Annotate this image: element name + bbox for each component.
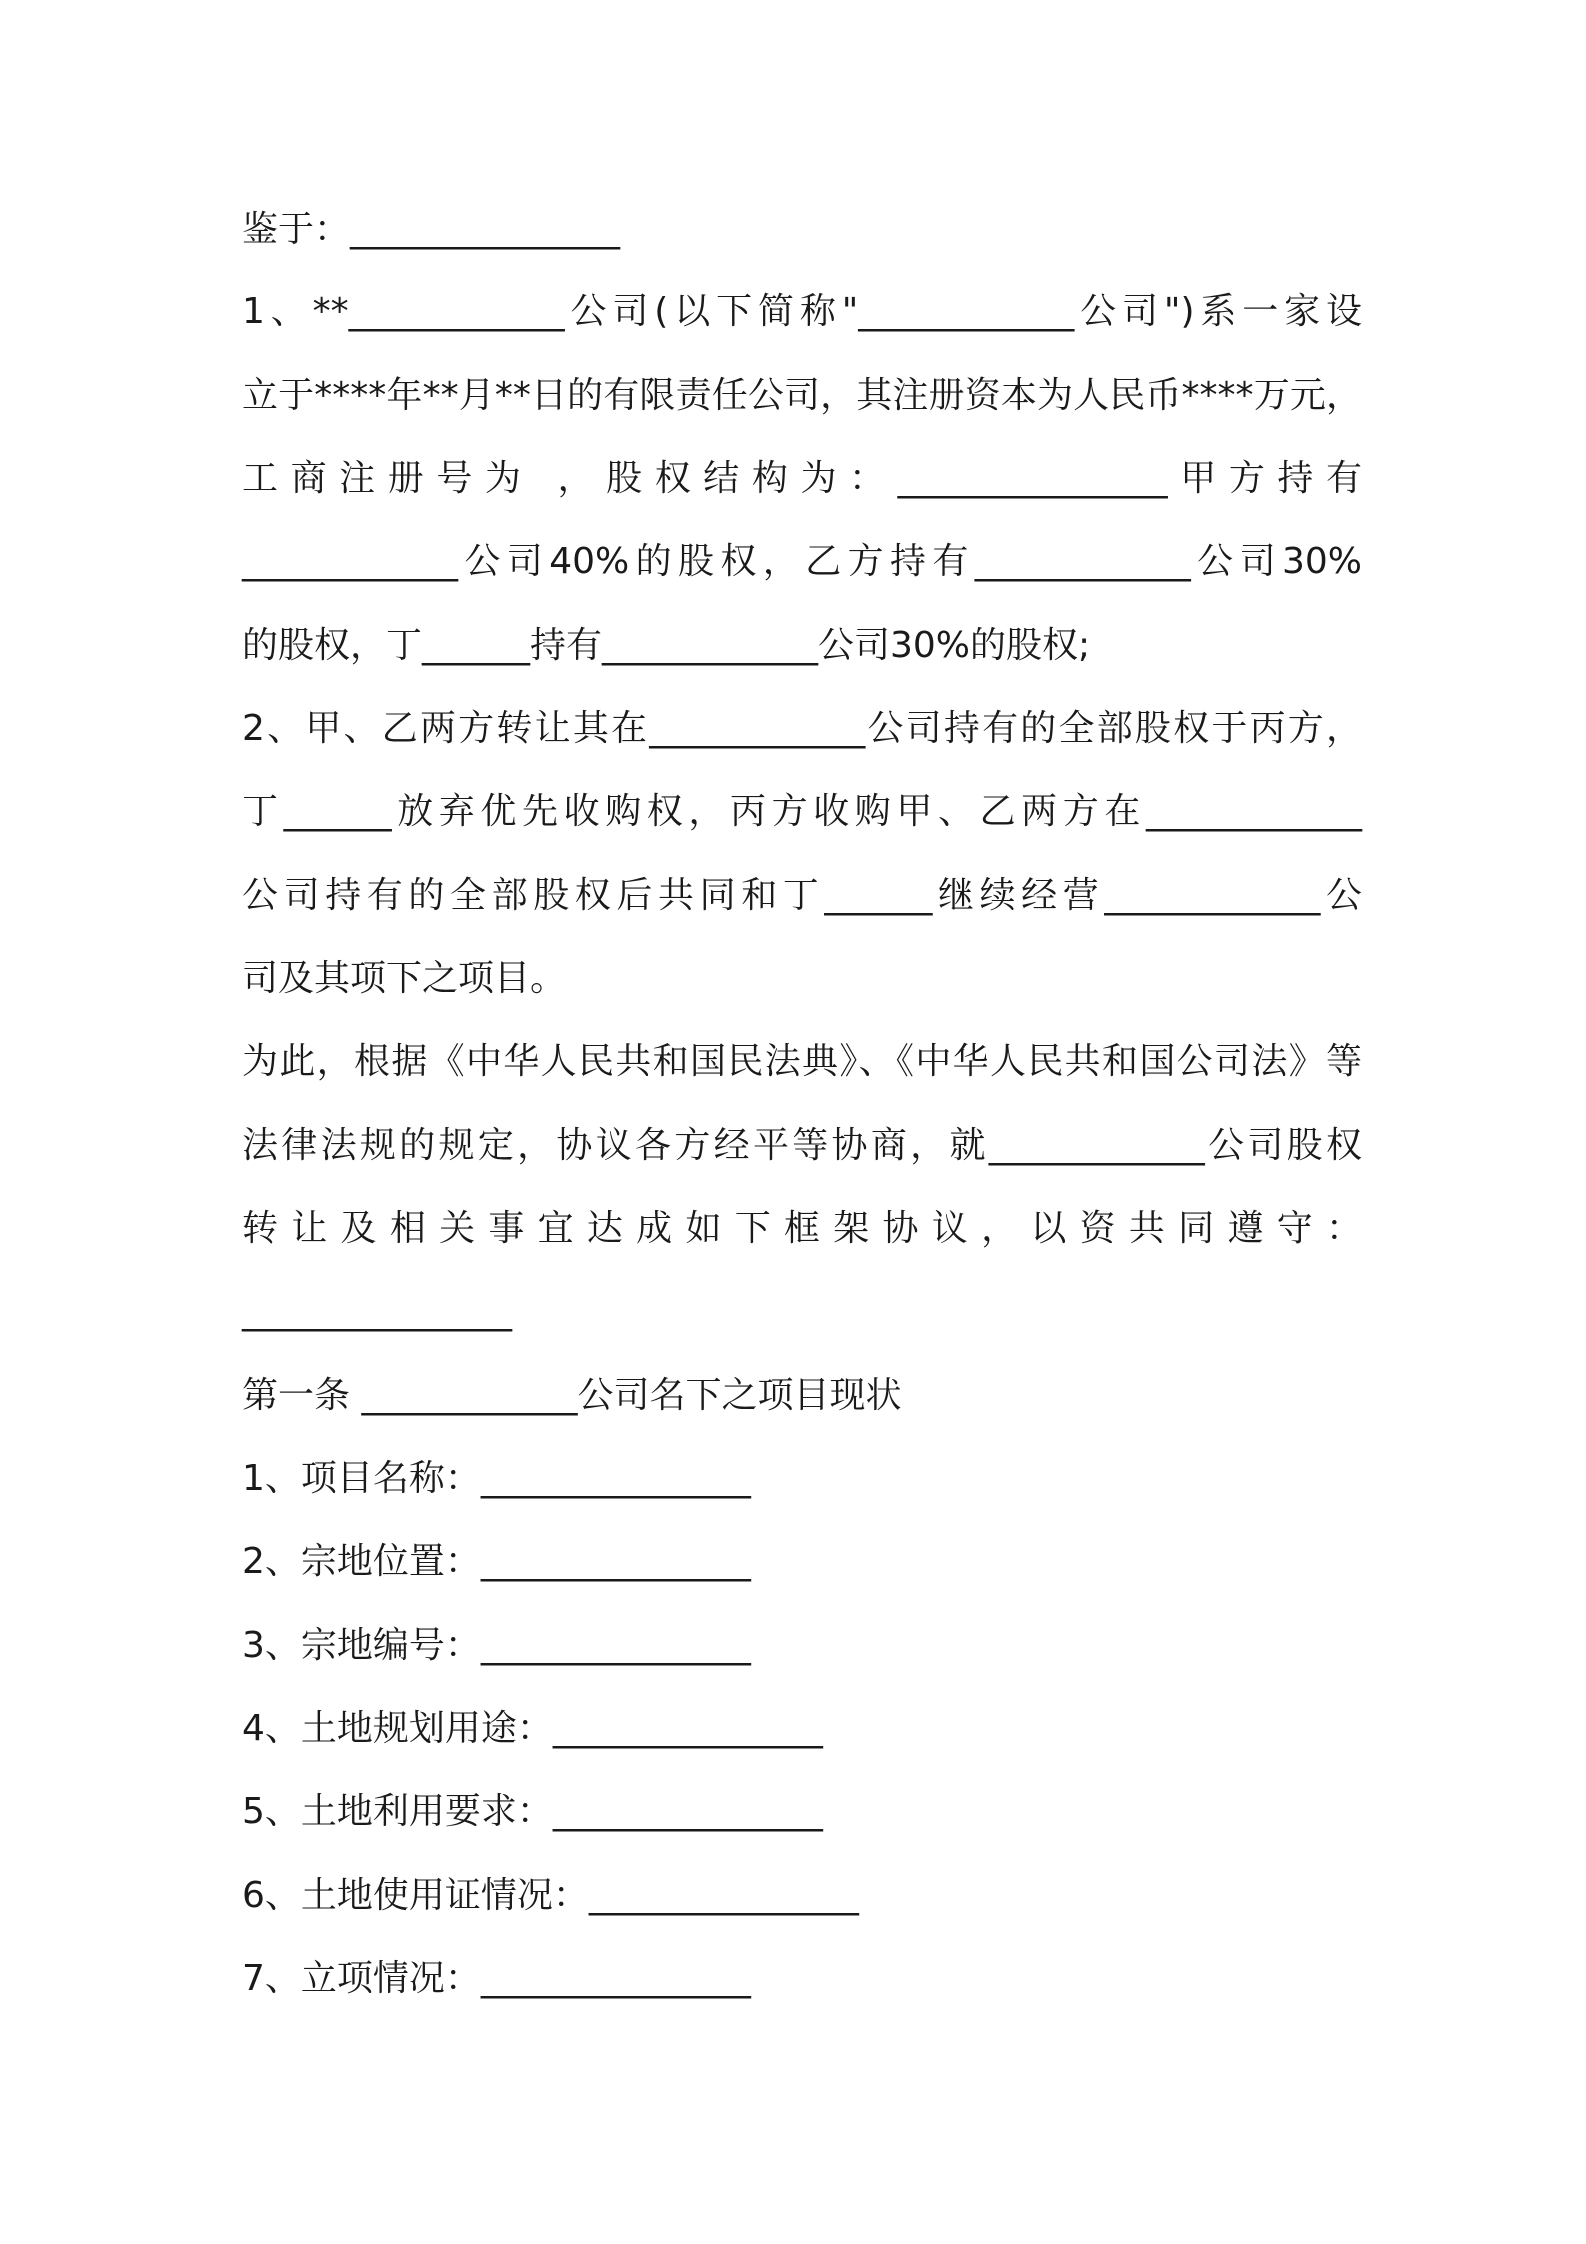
article-1-item-7: 7、立项情况：_______________: [242, 1958, 751, 1999]
article-1-item-4: 4、土地规划用途：_______________: [242, 1708, 823, 1749]
article-1-item-2: 2、宗地位置：_______________: [242, 1541, 751, 1582]
article-1-item-3: 3、宗地编号：_______________: [242, 1625, 751, 1666]
recital-paragraph-1-line-5: 的股权，丁______持有____________公司30%的股权;: [242, 625, 1091, 666]
purpose-paragraph-line-3: 转让及相关事宜达成如下框架协议，以资共同遵守：: [242, 1208, 1362, 1249]
recital-paragraph-2-line-2: 丁______放弃优先收购权，丙方收购甲、乙两方在____________: [242, 791, 1362, 832]
purpose-paragraph-line-1: 为此，根据《中华人民共和国民法典》、《中华人民共和国公司法》等: [242, 1041, 1362, 1082]
recital-heading: 鉴于：_______________: [242, 209, 621, 250]
purpose-paragraph-line-2: 法律法规的规定，协议各方经平等协商，就____________公司股权: [242, 1125, 1362, 1166]
recital-paragraph-1-line-4: ____________公司40%的股权，乙方持有____________公司30%: [242, 541, 1362, 582]
recital-paragraph-1-line-3: 工商注册号为 ，股权结构为：_______________甲方持有: [242, 458, 1362, 499]
article-1-item-5: 5、土地利用要求：_______________: [242, 1791, 823, 1832]
recital-paragraph-1-line-1: 1、**____________公司(以下简称"____________公司")系一家设: [242, 291, 1362, 332]
recital-paragraph-1-line-2: 立于****年**月**日的有限责任公司，其注册资本为人民币****万元，: [242, 375, 1362, 416]
recital-paragraph-2-line-3: 公司持有的全部股权后共同和丁______继续经营____________公: [242, 875, 1362, 916]
article-1-item-6: 6、土地使用证情况：_______________: [242, 1875, 859, 1916]
article-1-heading: 第一条 ____________公司名下之项目现状: [242, 1375, 902, 1416]
recital-paragraph-2-line-4: 司及其项下之项目。: [242, 958, 567, 999]
article-1-item-1: 1、项目名称：_______________: [242, 1458, 751, 1499]
recital-paragraph-2-line-1: 2、甲、乙两方转让其在____________公司持有的全部股权于丙方，: [242, 708, 1362, 749]
purpose-paragraph-blank: _______________: [242, 1291, 512, 1332]
